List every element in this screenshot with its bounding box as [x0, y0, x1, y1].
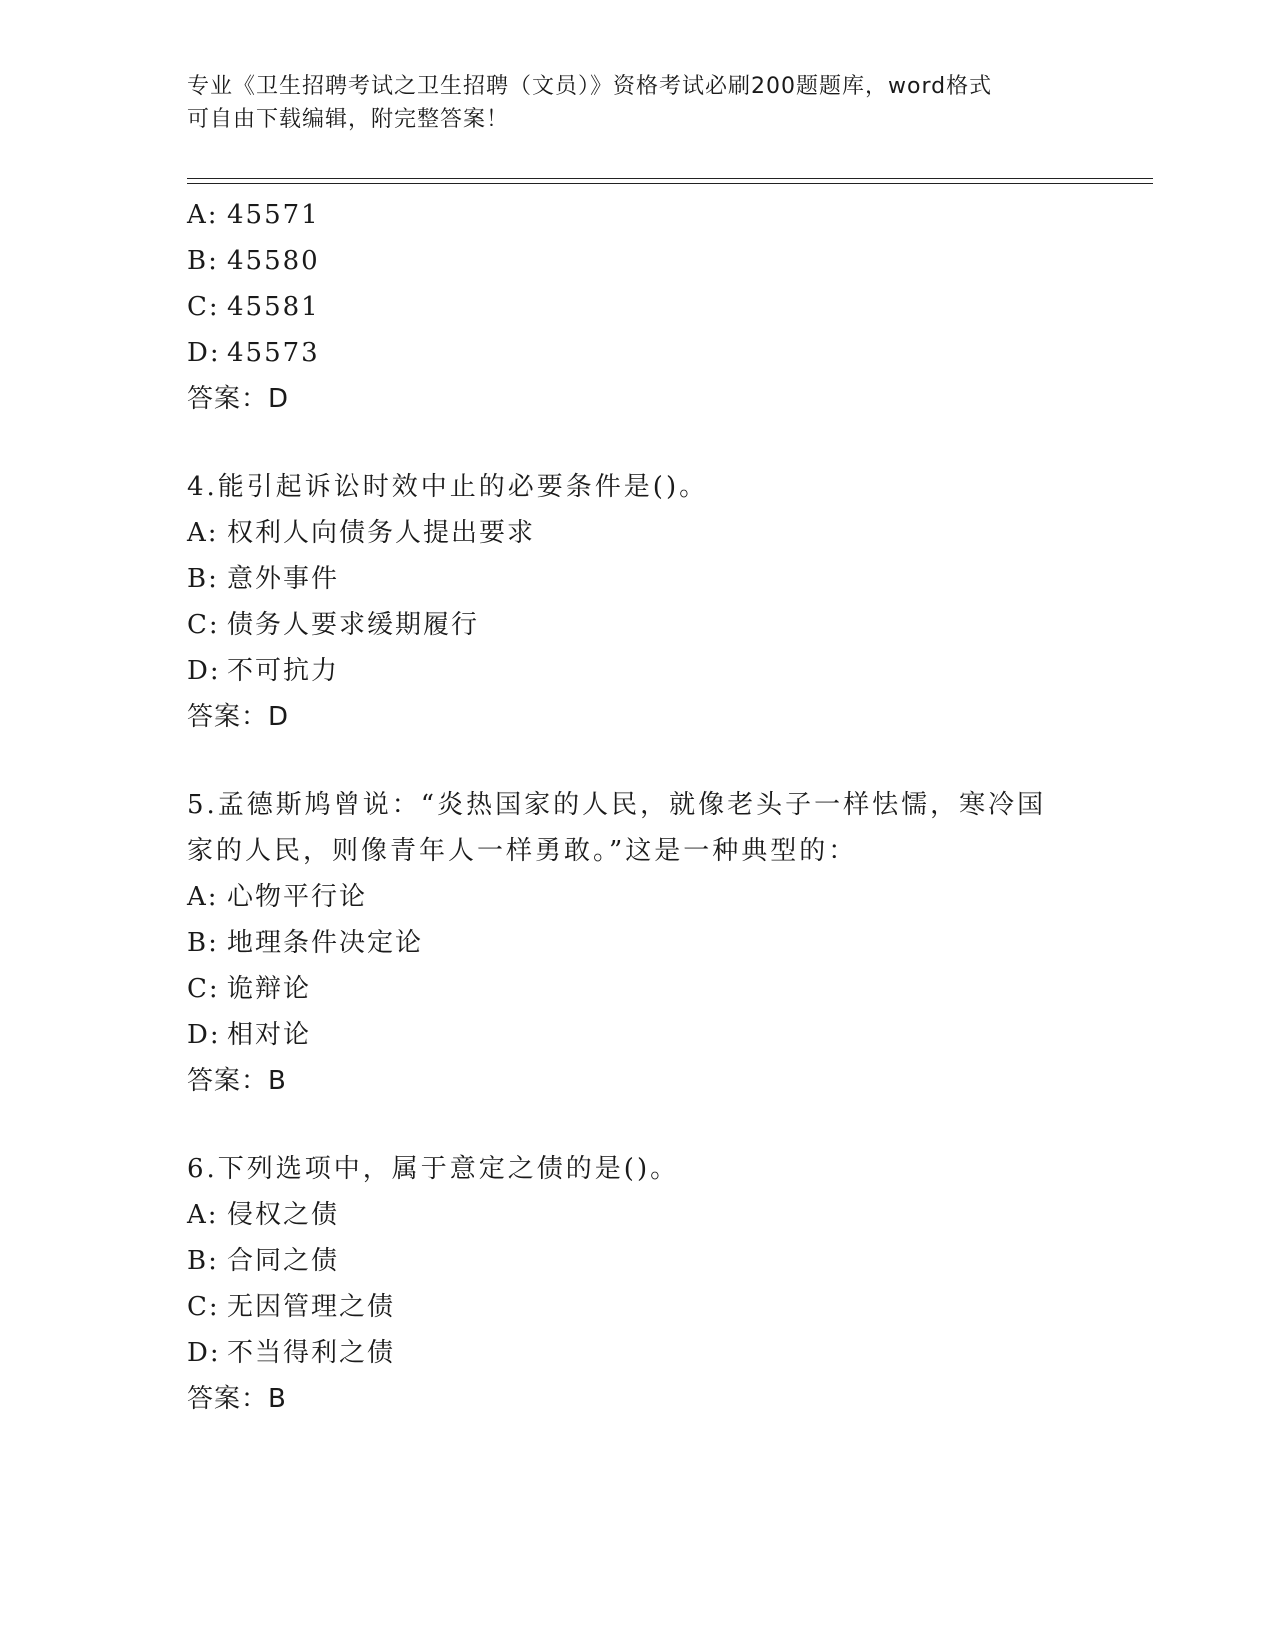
option-c [187, 602, 1087, 648]
option-text: 侵权之债 [227, 1200, 340, 1230]
option-b [187, 556, 1087, 602]
option-text: 45581 [227, 292, 320, 322]
question-6 [187, 1146, 1087, 1422]
option-text: 45580 [227, 246, 320, 276]
option-letter: C: [187, 1292, 220, 1322]
option-text: 45573 [227, 338, 320, 368]
option-text: 不当得利之债 [227, 1338, 396, 1368]
option-c [187, 284, 1087, 330]
answer-line: 答案：B [187, 1066, 287, 1096]
answer-line: 答案：D [187, 384, 290, 414]
question-stem: 4.能引起诉讼时效中止的必要条件是()。 [187, 472, 709, 502]
option-b [187, 920, 1087, 966]
header-line-2: 可自由下载编辑，附完整答案！ [187, 107, 510, 132]
option-letter: B: [187, 564, 219, 594]
option-text: 意外事件 [227, 564, 340, 594]
question-3 [187, 192, 1087, 422]
option-text: 合同之债 [227, 1246, 340, 1276]
option-letter: C: [187, 610, 220, 640]
option-text: 不可抗力 [227, 656, 340, 686]
question-stem: 5.孟德斯鸠曾说：“炎热国家的人民，就像老头子一样怯懦，寒冷国家的人民，则像青年人一样勇敢。”这是一种典型的： [187, 790, 1047, 866]
option-text: 相对论 [227, 1020, 312, 1050]
option-letter: C: [187, 292, 220, 322]
option-letter: A: [187, 1200, 219, 1230]
option-b [187, 238, 1087, 284]
question-5 [187, 782, 1087, 1104]
option-d [187, 1330, 1087, 1376]
option-letter: A: [187, 882, 219, 912]
option-a [187, 192, 1087, 238]
option-text: 债务人要求缓期履行 [227, 610, 480, 640]
option-d [187, 648, 1087, 694]
answer-line: 答案：D [187, 702, 290, 732]
option-letter: D: [187, 338, 221, 368]
option-d [187, 1012, 1087, 1058]
answer-line: 答案：B [187, 1384, 287, 1414]
option-c [187, 1284, 1087, 1330]
option-a [187, 1192, 1087, 1238]
option-letter: A: [187, 200, 219, 230]
header-divider-top [187, 178, 1153, 179]
option-text: 45571 [227, 200, 320, 230]
option-letter: D: [187, 1020, 221, 1050]
option-letter: B: [187, 928, 219, 958]
option-letter: D: [187, 1338, 221, 1368]
question-4 [187, 464, 1087, 740]
option-text: 诡辩论 [227, 974, 312, 1004]
option-letter: C: [187, 974, 220, 1004]
header-divider-bottom [187, 183, 1153, 184]
option-letter: D: [187, 656, 221, 686]
option-letter: A: [187, 518, 219, 548]
option-letter: B: [187, 246, 219, 276]
option-text: 权利人向债务人提出要求 [227, 518, 536, 548]
option-text: 地理条件决定论 [227, 928, 424, 958]
option-b [187, 1238, 1087, 1284]
option-letter: B: [187, 1246, 219, 1276]
option-text: 心物平行论 [227, 882, 368, 912]
option-d [187, 330, 1087, 376]
question-stem: 6.下列选项中，属于意定之债的是()。 [187, 1154, 680, 1184]
option-a [187, 874, 1087, 920]
document-header [187, 70, 1067, 136]
option-c [187, 966, 1087, 1012]
option-a [187, 510, 1087, 556]
header-line-1: 专业《卫生招聘考试之卫生招聘（文员）》资格考试必刷200题题库，word格式 [187, 74, 993, 99]
question-list [187, 192, 1087, 1422]
option-text: 无因管理之债 [227, 1292, 396, 1322]
